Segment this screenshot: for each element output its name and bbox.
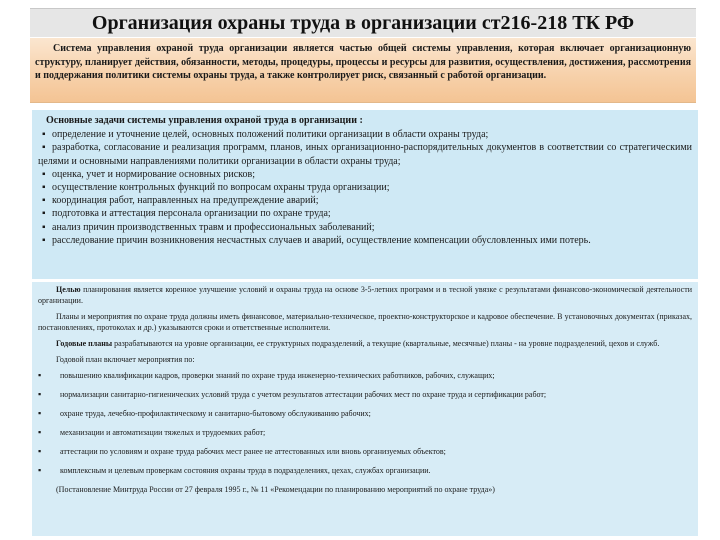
bullet-icon: ▪ [38, 465, 42, 475]
task-item [38, 207, 692, 220]
measure-item [38, 408, 692, 419]
task-text: анализ причин производственных травм и профессиональных заболеваний; [52, 221, 375, 233]
bullet-icon: ▪ [42, 129, 46, 141]
measure-text: охране труда, лечебно-профилактическому и санитарно-бытовому обслуживанию рабочих; [60, 409, 371, 418]
measure-text: нормализации санитарно-гигиенических условий труда с учетом результатов аттестации рабочих мест по охране труда и сертификации работ; [60, 390, 547, 399]
bullet-icon: ▪ [42, 234, 46, 246]
planning-goal-text: планирования является коренное улучшение условий и охраны труда на основе 3-5-летних программ и в тесной увязке с результатами финансово-экономической деятельности организации. [38, 285, 692, 305]
measure-item [38, 446, 692, 457]
task-text: разработка, согласование и реализация программ, планов, иных организационно-распорядительных документов в соответствии со стратегическими целями и основными направлениями политики организации в области охраны труда; [38, 142, 692, 167]
tasks-list [38, 128, 692, 247]
measure-item [38, 370, 692, 381]
annual-plans-lead: Годовые планы [56, 339, 113, 348]
measure-text: повышению квалификации кадров, проверки знаний по охране труда инженерно-технических работников, рабочих, служащих; [60, 371, 495, 380]
task-item [38, 141, 692, 167]
bullet-icon: ▪ [38, 408, 42, 418]
planning-goal-paragraph [38, 284, 692, 306]
task-text: координация работ, направленных на предупреждение аварий; [52, 195, 319, 207]
intro-box [30, 38, 696, 103]
tasks-box [32, 110, 698, 279]
task-text: подготовка и аттестация персонала организации по охране труда; [52, 208, 331, 220]
tasks-heading: Основные задачи системы управления охраной труда в организации : [46, 115, 363, 126]
bullet-icon: ▪ [38, 427, 42, 437]
planning-goal-lead: Целью [56, 285, 81, 294]
task-text: оценка, учет и нормирование основных рисков; [52, 168, 255, 180]
bullet-icon: ▪ [42, 221, 46, 233]
measure-item [38, 427, 692, 438]
slide-title: Организация охраны труда в организации ст216-218 ТК РФ [30, 8, 696, 37]
plans-box [32, 282, 698, 536]
measure-text: механизации и автоматизации тяжелых и трудоемких работ; [60, 428, 266, 437]
task-item [38, 234, 692, 247]
annual-plan-intro: Годовой план включает мероприятия по: [56, 355, 195, 364]
annual-plans-text: разрабатываются на уровне организации, ее структурных подразделений, а текущие (квартальные, месячные) планы - на уровне подразделений, цехов и служб. [112, 339, 660, 348]
bullet-icon: ▪ [42, 142, 46, 154]
measure-text: аттестации по условиям и охране труда рабочих мест ранее не аттестованных или вновь организуемых объектов; [60, 447, 446, 456]
bullet-icon: ▪ [42, 168, 46, 180]
bullet-icon: ▪ [42, 182, 46, 194]
bullet-icon: ▪ [38, 446, 42, 456]
task-text: расследование причин возникновения несчастных случаев и аварий, осуществление компенсации обусловленных ими потерь. [52, 234, 591, 246]
plans-resources-paragraph: Планы и мероприятия по охране труда должны иметь финансовое, материально-техническое, проектно-конструкторское и кадровое обеспечение. В установочных документах (приказах, постановлениях, протоколах и др.) указываются сроки и ответственные исполнители. [38, 312, 692, 332]
intro-text: Система управления охраной труда организации является частью общей системы управления, которая включает организационную структуру, планирует действия, обязанности, методы, процедуры, процессы и ресурсы для развития, осуществления, достижения, рассмотрения и поддержания политики системы охраны труда, а также контролирует риск, связанный с работой организации. [35, 43, 691, 81]
task-item [38, 181, 692, 194]
task-item [38, 221, 692, 234]
bullet-icon: ▪ [42, 195, 46, 207]
measure-item [38, 389, 692, 400]
measures-list [38, 370, 692, 476]
task-item [38, 168, 692, 181]
bullet-icon: ▪ [38, 389, 42, 399]
task-item [38, 128, 692, 141]
task-text: осуществление контрольных функций по вопросам охраны труда организации; [52, 182, 390, 194]
measure-item [38, 465, 692, 476]
task-text: определение и уточнение целей, основных положений политики организации в области охраны труда; [52, 129, 489, 141]
measure-text: комплексным и целевым проверкам состояния охраны труда в подразделениях, цехах, службах организации. [60, 466, 431, 475]
bullet-icon: ▪ [38, 370, 42, 380]
annual-plans-paragraph [38, 338, 692, 349]
decree-reference: (Постановление Минтруда России от 27 февраля 1995 г., № 11 «Рекомендации по планированию мероприятий по охране труда») [56, 485, 495, 494]
task-item [38, 194, 692, 207]
bullet-icon: ▪ [42, 208, 46, 220]
